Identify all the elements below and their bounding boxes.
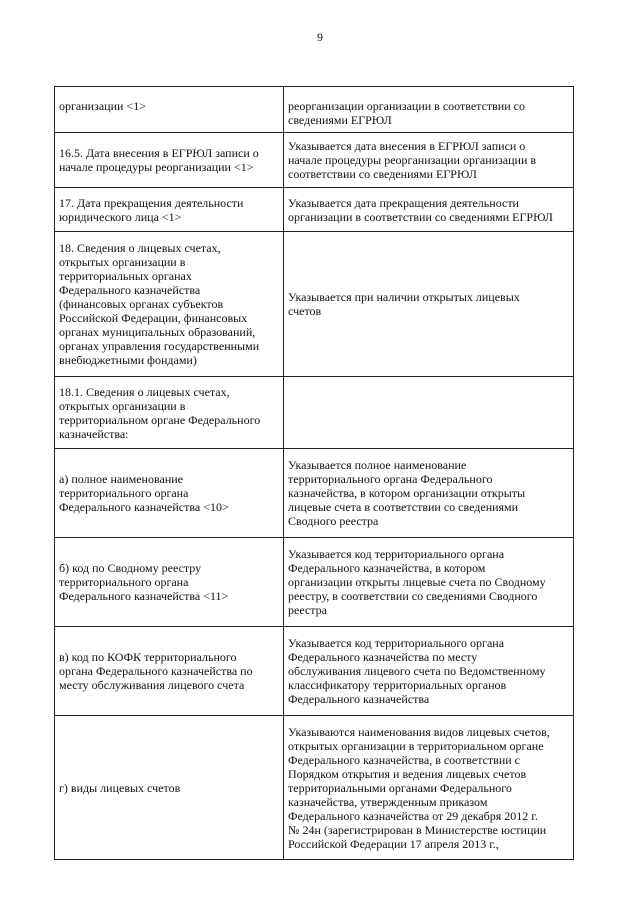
table-cell-label: а) полное наименование территориального органа Федерального казначейства <10> [55, 449, 284, 538]
table-cell-description: Указывается при наличии открытых лицевых счетов [284, 232, 574, 377]
table-cell-label: организации <1> [55, 87, 284, 133]
table-row [55, 188, 574, 232]
table-cell-label: г) виды лицевых счетов [55, 716, 284, 860]
table-cell-label: б) код по Сводному реестру территориального органа Федерального казначейства <11> [55, 538, 284, 627]
table-cell-label: в) код по КОФК территориального органа Федерального казначейства по месту обслуживания лицевого счета [55, 627, 284, 716]
table-row [55, 538, 574, 627]
table-cell-label: 16.5. Дата внесения в ЕГРЮЛ записи о начале процедуры реорганизации <1> [55, 133, 284, 188]
table-cell-label: 18. Сведения о лицевых счетах, открытых организации в территориальных органах Федерального казначейства (финансовых органах субъектов Российской Федерации, финансовых органах муниципальных образований, органах управления государственными внебюджетными фондами) [55, 232, 284, 377]
table-cell-label: 18.1. Сведения о лицевых счетах, открытых организации в территориальном органе Федерального казначейства: [55, 377, 284, 449]
table-cell-label: 17. Дата прекращения деятельности юридического лица <1> [55, 188, 284, 232]
table-row [55, 449, 574, 538]
table-row [55, 377, 574, 449]
table-cell-description: Указываются наименования видов лицевых счетов, открытых организации в территориальном органе Федерального казначейства, в соответствии с Порядком открытия и ведения лицевых счетов территориальными органами Федерального казначейства, утвержденным приказом Федерального казначейства от 29 декабря 2012 г. № 24н (зарегистрирован в Министерстве юстиции Российской Федерации 17 апреля 2013 г., [284, 716, 574, 860]
table-row [55, 232, 574, 377]
table-cell-description: реорганизации организации в соответствии со сведениями ЕГРЮЛ [284, 87, 574, 133]
table-cell-description [284, 377, 574, 449]
table-row [55, 87, 574, 133]
document-table [54, 86, 574, 860]
table-cell-description: Указывается дата внесения в ЕГРЮЛ записи о начале процедуры реорганизации организации в соответствии со сведениями ЕГРЮЛ [284, 133, 574, 188]
table-cell-description: Указывается код территориального органа Федерального казначейства, в котором организации открыты лицевые счета по Сводному реестру, в соответствии со сведениями Сводного реестра [284, 538, 574, 627]
table-row [55, 716, 574, 860]
table-row [55, 627, 574, 716]
table-cell-description: Указывается полное наименование территориального органа Федерального казначейства, в котором организации открыты лицевые счета в соответствии со сведениями Сводного реестра [284, 449, 574, 538]
table-cell-description: Указывается дата прекращения деятельности организации в соответствии со сведениями ЕГРЮЛ [284, 188, 574, 232]
table-row [55, 133, 574, 188]
table-cell-description: Указывается код территориального органа Федерального казначейства по месту обслуживания лицевого счета по Ведомственному классификатору территориальных органов Федерального казначейства [284, 627, 574, 716]
page-number: 9 [317, 30, 323, 44]
